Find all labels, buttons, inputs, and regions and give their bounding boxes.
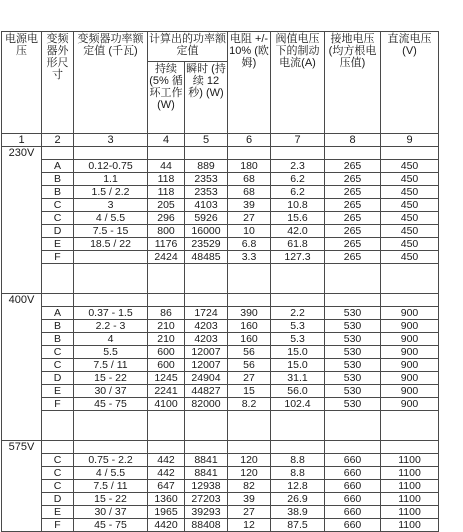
current-cell: 15.6 xyxy=(271,212,325,225)
table-row xyxy=(2,519,439,532)
resistance-cell: 120 xyxy=(228,467,271,480)
empty-cell xyxy=(271,294,325,307)
header-braking-current: 阀值电压下的制动电流(A) xyxy=(271,32,325,134)
column-number: 3 xyxy=(74,134,148,147)
kw-cell: 45 - 75 xyxy=(74,398,148,411)
empty-cell xyxy=(271,147,325,160)
empty-cell xyxy=(185,264,228,294)
kw-cell: 0.12-0.75 xyxy=(74,160,148,173)
current-cell: 31.1 xyxy=(271,372,325,385)
empty-cell xyxy=(42,264,74,294)
header-drive-rating: 变频器功率额定值 (千瓦) xyxy=(74,32,148,134)
frame-cell: C xyxy=(42,359,74,372)
current-cell: 56.0 xyxy=(271,385,325,398)
continuous-cell: 800 xyxy=(148,225,185,238)
dc-voltage-cell: 900 xyxy=(381,385,439,398)
ground-voltage-cell: 265 xyxy=(325,199,381,212)
ground-voltage-cell: 265 xyxy=(325,173,381,186)
empty-cell xyxy=(185,294,228,307)
empty-cell xyxy=(42,147,74,160)
empty-cell xyxy=(74,147,148,160)
frame-cell: E xyxy=(42,506,74,519)
empty-cell xyxy=(381,264,439,294)
table-row xyxy=(2,385,439,398)
ground-voltage-cell: 660 xyxy=(325,493,381,506)
ground-voltage-cell: 265 xyxy=(325,225,381,238)
dc-voltage-cell: 900 xyxy=(381,346,439,359)
instant-cell: 82000 xyxy=(185,398,228,411)
frame-cell: C xyxy=(42,480,74,493)
kw-cell xyxy=(74,251,148,264)
empty-cell xyxy=(148,264,185,294)
empty-cell xyxy=(148,294,185,307)
instant-cell: 12938 xyxy=(185,480,228,493)
continuous-cell: 600 xyxy=(148,346,185,359)
dc-voltage-cell: 900 xyxy=(381,320,439,333)
ground-voltage-cell: 530 xyxy=(325,359,381,372)
column-number: 7 xyxy=(271,134,325,147)
table-row xyxy=(2,372,439,385)
current-cell: 6.2 xyxy=(271,173,325,186)
continuous-cell: 442 xyxy=(148,454,185,467)
table-row xyxy=(2,212,439,225)
ground-voltage-cell: 530 xyxy=(325,320,381,333)
kw-cell: 7.5 / 11 xyxy=(74,480,148,493)
kw-cell: 30 / 37 xyxy=(74,385,148,398)
kw-cell: 1.1 xyxy=(74,173,148,186)
table-row xyxy=(2,346,439,359)
table-row xyxy=(2,160,439,173)
empty-cell xyxy=(228,294,271,307)
resistance-cell: 10 xyxy=(228,225,271,238)
frame-cell: F xyxy=(42,398,74,411)
ground-voltage-cell: 530 xyxy=(325,307,381,320)
frame-cell: C xyxy=(42,199,74,212)
table-row xyxy=(2,480,439,493)
empty-cell xyxy=(381,441,439,454)
kw-cell: 15 - 22 xyxy=(74,493,148,506)
column-number: 5 xyxy=(185,134,228,147)
kw-cell: 30 / 37 xyxy=(74,506,148,519)
frame-cell: D xyxy=(42,493,74,506)
instant-cell: 8841 xyxy=(185,467,228,480)
continuous-cell: 4100 xyxy=(148,398,185,411)
resistance-cell: 27 xyxy=(228,212,271,225)
current-cell: 42.0 xyxy=(271,225,325,238)
dc-voltage-cell: 900 xyxy=(381,359,439,372)
frame-cell: F xyxy=(42,519,74,532)
instant-cell: 12007 xyxy=(185,346,228,359)
empty-cell xyxy=(325,294,381,307)
dc-voltage-cell: 1100 xyxy=(381,493,439,506)
ground-voltage-cell: 660 xyxy=(325,519,381,532)
resistance-cell: 8.2 xyxy=(228,398,271,411)
header-instantaneous: 瞬时 (持续 12 秒) (W) xyxy=(185,62,228,134)
empty-cell xyxy=(74,441,148,454)
frame-cell: C xyxy=(42,346,74,359)
dc-voltage-cell: 450 xyxy=(381,225,439,238)
header-resistance: 电阻 +/- 10% (欧姆) xyxy=(228,32,271,134)
instant-cell: 2353 xyxy=(185,186,228,199)
header-row xyxy=(2,32,439,62)
header-ground-voltage: 接地电压(均方根电压值) xyxy=(325,32,381,134)
continuous-cell: 1360 xyxy=(148,493,185,506)
dc-voltage-cell: 450 xyxy=(381,173,439,186)
column-number-row xyxy=(2,134,439,147)
instant-cell: 4103 xyxy=(185,199,228,212)
empty-cell xyxy=(148,411,185,441)
table-row xyxy=(2,467,439,480)
ground-voltage-cell: 660 xyxy=(325,506,381,519)
table-row xyxy=(2,454,439,467)
instant-cell: 4203 xyxy=(185,320,228,333)
dc-voltage-cell: 1100 xyxy=(381,519,439,532)
resistance-cell: 68 xyxy=(228,173,271,186)
empty-cell xyxy=(185,147,228,160)
table-row xyxy=(2,199,439,212)
empty-cell xyxy=(42,411,74,441)
ground-voltage-cell: 530 xyxy=(325,385,381,398)
dc-voltage-cell: 900 xyxy=(381,372,439,385)
frame-cell: B xyxy=(42,173,74,186)
ground-voltage-cell: 530 xyxy=(325,398,381,411)
dc-voltage-cell: 1100 xyxy=(381,480,439,493)
kw-cell: 15 - 22 xyxy=(74,372,148,385)
empty-cell xyxy=(185,441,228,454)
kw-cell: 0.75 - 2.2 xyxy=(74,454,148,467)
spacer-row xyxy=(2,411,439,441)
current-cell: 26.9 xyxy=(271,493,325,506)
instant-cell: 12007 xyxy=(185,359,228,372)
column-number: 6 xyxy=(228,134,271,147)
dc-voltage-cell: 900 xyxy=(381,398,439,411)
continuous-cell: 2424 xyxy=(148,251,185,264)
column-number: 4 xyxy=(148,134,185,147)
kw-cell: 0.37 - 1.5 xyxy=(74,307,148,320)
current-cell: 61.8 xyxy=(271,238,325,251)
frame-cell: A xyxy=(42,307,74,320)
instant-cell: 27203 xyxy=(185,493,228,506)
dc-voltage-cell: 450 xyxy=(381,199,439,212)
resistance-cell: 180 xyxy=(228,160,271,173)
dc-voltage-cell: 450 xyxy=(381,160,439,173)
continuous-cell: 296 xyxy=(148,212,185,225)
empty-cell xyxy=(325,411,381,441)
empty-cell xyxy=(74,264,148,294)
continuous-cell: 205 xyxy=(148,199,185,212)
dc-voltage-cell: 900 xyxy=(381,307,439,320)
empty-cell xyxy=(42,294,74,307)
kw-cell: 2.2 - 3 xyxy=(74,320,148,333)
frame-cell: D xyxy=(42,372,74,385)
empty-cell xyxy=(325,264,381,294)
kw-cell: 5.5 xyxy=(74,346,148,359)
frame-cell: C xyxy=(42,212,74,225)
empty-cell xyxy=(325,441,381,454)
kw-cell: 3 xyxy=(74,199,148,212)
frame-cell: F xyxy=(42,251,74,264)
current-cell: 12.8 xyxy=(271,480,325,493)
frame-cell: C xyxy=(42,467,74,480)
ground-voltage-cell: 265 xyxy=(325,251,381,264)
empty-cell xyxy=(381,411,439,441)
resistance-cell: 82 xyxy=(228,480,271,493)
empty-cell xyxy=(74,411,148,441)
ground-voltage-cell: 530 xyxy=(325,372,381,385)
column-number: 8 xyxy=(325,134,381,147)
continuous-cell: 118 xyxy=(148,186,185,199)
instant-cell: 5926 xyxy=(185,212,228,225)
column-number: 2 xyxy=(42,134,74,147)
empty-cell xyxy=(228,147,271,160)
dc-voltage-cell: 450 xyxy=(381,251,439,264)
resistance-cell: 27 xyxy=(228,506,271,519)
instant-cell: 39293 xyxy=(185,506,228,519)
current-cell: 6.2 xyxy=(271,186,325,199)
instant-cell: 88408 xyxy=(185,519,228,532)
dc-voltage-cell: 900 xyxy=(381,333,439,346)
ground-voltage-cell: 660 xyxy=(325,467,381,480)
instant-cell: 8841 xyxy=(185,454,228,467)
resistance-cell: 160 xyxy=(228,320,271,333)
frame-cell: E xyxy=(42,238,74,251)
frame-cell: B xyxy=(42,186,74,199)
ground-voltage-cell: 660 xyxy=(325,480,381,493)
kw-cell: 7.5 / 11 xyxy=(74,359,148,372)
continuous-cell: 1965 xyxy=(148,506,185,519)
dc-voltage-cell: 450 xyxy=(381,212,439,225)
table-row xyxy=(2,225,439,238)
empty-cell xyxy=(381,147,439,160)
instant-cell: 16000 xyxy=(185,225,228,238)
resistance-cell: 39 xyxy=(228,199,271,212)
empty-cell xyxy=(271,441,325,454)
frame-cell: B xyxy=(42,333,74,346)
continuous-cell: 2241 xyxy=(148,385,185,398)
dc-voltage-cell: 1100 xyxy=(381,467,439,480)
frame-cell: C xyxy=(42,454,74,467)
ground-voltage-cell: 660 xyxy=(325,454,381,467)
empty-cell xyxy=(185,411,228,441)
instant-cell: 889 xyxy=(185,160,228,173)
column-number: 9 xyxy=(381,134,439,147)
resistance-cell: 120 xyxy=(228,454,271,467)
resistance-cell: 12 xyxy=(228,519,271,532)
table-row xyxy=(2,238,439,251)
dc-voltage-cell: 450 xyxy=(381,186,439,199)
continuous-cell: 4420 xyxy=(148,519,185,532)
table-row xyxy=(2,173,439,186)
table-row xyxy=(2,493,439,506)
header-continuous: 持续 (5% 循环工作 (W) xyxy=(148,62,185,134)
dc-voltage-cell: 450 xyxy=(381,238,439,251)
resistance-cell: 56 xyxy=(228,346,271,359)
instant-cell: 44827 xyxy=(185,385,228,398)
kw-cell: 4 xyxy=(74,333,148,346)
empty-cell xyxy=(228,264,271,294)
empty-cell xyxy=(381,294,439,307)
ground-voltage-cell: 265 xyxy=(325,160,381,173)
empty-cell xyxy=(148,441,185,454)
continuous-cell: 1245 xyxy=(148,372,185,385)
empty-cell xyxy=(271,264,325,294)
continuous-cell: 1176 xyxy=(148,238,185,251)
continuous-cell: 86 xyxy=(148,307,185,320)
empty-cell xyxy=(42,441,74,454)
voltage-group-row xyxy=(2,441,439,454)
dc-voltage-cell: 1100 xyxy=(381,454,439,467)
frame-cell: B xyxy=(42,320,74,333)
instant-cell: 2353 xyxy=(185,173,228,186)
resistance-cell: 27 xyxy=(228,372,271,385)
resistance-cell: 56 xyxy=(228,359,271,372)
empty-cell xyxy=(325,147,381,160)
current-cell: 102.4 xyxy=(271,398,325,411)
resistance-cell: 15 xyxy=(228,385,271,398)
continuous-cell: 210 xyxy=(148,333,185,346)
current-cell: 2.3 xyxy=(271,160,325,173)
continuous-cell: 647 xyxy=(148,480,185,493)
kw-cell: 18.5 / 22 xyxy=(74,238,148,251)
frame-cell: A xyxy=(42,160,74,173)
current-cell: 127.3 xyxy=(271,251,325,264)
resistance-cell: 3.3 xyxy=(228,251,271,264)
header-frame-size: 变频器外形尺寸 xyxy=(42,32,74,134)
empty-cell xyxy=(228,411,271,441)
instant-cell: 23529 xyxy=(185,238,228,251)
header-voltage: 电源电压 xyxy=(2,32,42,134)
resistance-cell: 39 xyxy=(228,493,271,506)
empty-cell xyxy=(148,147,185,160)
voltage-group-row xyxy=(2,294,439,307)
voltage-label: 230V xyxy=(2,147,42,294)
table-row xyxy=(2,186,439,199)
kw-cell: 1.5 / 2.2 xyxy=(74,186,148,199)
ground-voltage-cell: 530 xyxy=(325,346,381,359)
continuous-cell: 210 xyxy=(148,320,185,333)
current-cell: 10.8 xyxy=(271,199,325,212)
ground-voltage-cell: 265 xyxy=(325,186,381,199)
instant-cell: 4203 xyxy=(185,333,228,346)
empty-cell xyxy=(271,411,325,441)
current-cell: 5.3 xyxy=(271,333,325,346)
resistance-cell: 68 xyxy=(228,186,271,199)
current-cell: 15.0 xyxy=(271,346,325,359)
continuous-cell: 600 xyxy=(148,359,185,372)
instant-cell: 24904 xyxy=(185,372,228,385)
current-cell: 87.5 xyxy=(271,519,325,532)
column-number: 1 xyxy=(2,134,42,147)
current-cell: 5.3 xyxy=(271,320,325,333)
kw-cell: 4 / 5.5 xyxy=(74,467,148,480)
header-dc-voltage: 直流电压 (V) xyxy=(381,32,439,134)
table-row xyxy=(2,398,439,411)
current-cell: 15.0 xyxy=(271,359,325,372)
kw-cell: 45 - 75 xyxy=(74,519,148,532)
resistance-cell: 6.8 xyxy=(228,238,271,251)
table-row xyxy=(2,251,439,264)
continuous-cell: 44 xyxy=(148,160,185,173)
voltage-group-row xyxy=(2,147,439,160)
table-row xyxy=(2,320,439,333)
resistance-cell: 390 xyxy=(228,307,271,320)
table-row xyxy=(2,307,439,320)
spacer-row xyxy=(2,264,439,294)
empty-cell xyxy=(74,294,148,307)
kw-cell: 4 / 5.5 xyxy=(74,212,148,225)
current-cell: 38.9 xyxy=(271,506,325,519)
continuous-cell: 118 xyxy=(148,173,185,186)
current-cell: 8.8 xyxy=(271,454,325,467)
rating-table xyxy=(1,31,439,532)
table-row xyxy=(2,359,439,372)
frame-cell: E xyxy=(42,385,74,398)
instant-cell: 48485 xyxy=(185,251,228,264)
header-calculated-power: 计算出的功率额定值 xyxy=(148,32,228,62)
voltage-label: 575V xyxy=(2,441,42,532)
table-row xyxy=(2,333,439,346)
voltage-label: 400V xyxy=(2,294,42,441)
instant-cell: 1724 xyxy=(185,307,228,320)
frame-cell: D xyxy=(42,225,74,238)
empty-cell xyxy=(228,441,271,454)
current-cell: 8.8 xyxy=(271,467,325,480)
resistance-cell: 160 xyxy=(228,333,271,346)
current-cell: 2.2 xyxy=(271,307,325,320)
ground-voltage-cell: 265 xyxy=(325,212,381,225)
continuous-cell: 442 xyxy=(148,467,185,480)
ground-voltage-cell: 265 xyxy=(325,238,381,251)
dc-voltage-cell: 1100 xyxy=(381,506,439,519)
kw-cell: 7.5 - 15 xyxy=(74,225,148,238)
table-row xyxy=(2,506,439,519)
ground-voltage-cell: 530 xyxy=(325,333,381,346)
